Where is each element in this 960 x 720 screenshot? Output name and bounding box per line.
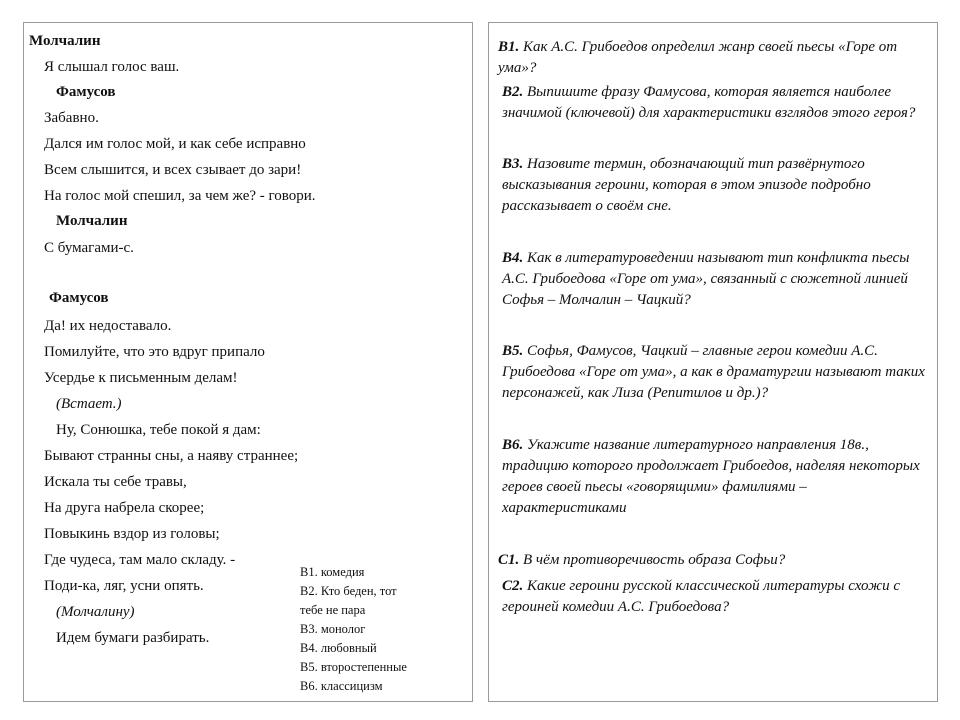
question-item	[502, 154, 928, 217]
question-number: В4.	[502, 250, 524, 266]
question-item	[502, 576, 928, 618]
dialogue-line: Ну, Сонюшка, тебе покой я дам:	[56, 422, 261, 438]
speaker-name: Фамусов	[49, 290, 109, 306]
dialogue-line: Повыкинь вздор из головы;	[44, 526, 220, 542]
answer-item: В6. классицизм	[300, 679, 383, 693]
answer-item: тебе не пара	[300, 603, 366, 617]
stage-direction: (Молчалину)	[56, 604, 135, 620]
dialogue-line: На друга набрела скорее;	[44, 500, 205, 516]
question-number: С2.	[502, 578, 524, 594]
question-text: Укажите название литературного направления 18в., традицию которого продолжает Грибоедов, наделяя некоторых героев своей пьесы «говорящими» фамилиями – характеристиками	[502, 437, 920, 516]
answer-item: В5. второстепенные	[300, 660, 407, 674]
question-number: В6.	[502, 437, 524, 453]
question-item	[498, 37, 928, 79]
dialogue-line: Идем бумаги разбирать.	[56, 630, 210, 646]
dialogue-line: Да! их недоставало.	[44, 318, 172, 334]
dialogue-panel	[23, 22, 473, 702]
answer-item: В4. любовный	[300, 641, 377, 655]
dialogue-line: Дался им голос мой, и как себе исправно	[44, 136, 306, 152]
dialogue-line: Всем слышится, и всех сзывает до зари!	[44, 162, 302, 178]
questions-panel	[488, 22, 938, 702]
dialogue-line: Забавно.	[44, 110, 99, 126]
question-text: Какие героини русской классической литературы схожи с героиней комедии А.С. Грибоедова?	[502, 578, 900, 615]
question-item	[502, 82, 928, 124]
speaker-name: Молчалин	[29, 33, 101, 49]
question-item	[502, 248, 928, 311]
question-number: В3.	[502, 156, 524, 172]
dialogue-line: Я слышал голос ваш.	[44, 59, 180, 75]
speaker-name: Молчалин	[56, 213, 128, 229]
question-number: В5.	[502, 343, 524, 359]
question-item	[502, 341, 928, 404]
question-text: Как в литературоведении называют тип конфликта пьесы А.С. Грибоедова «Горе от ума», связанный с сюжетной линией Софья – Молчалин – Чацкий?	[502, 250, 910, 308]
question-number: В1.	[498, 39, 520, 55]
dialogue-line: Помилуйте, что это вдруг припало	[44, 344, 265, 360]
dialogue-line: Бывают странны сны, а наяву страннее;	[44, 448, 299, 464]
question-text: Выпишите фразу Фамусова, которая является наиболее значимой (ключевой) для характеристики взглядов этого героя?	[502, 84, 916, 121]
question-item	[498, 550, 928, 571]
question-text: Как А.С. Грибоедов определил жанр своей пьесы «Горе от ума»?	[498, 39, 898, 76]
question-text: Софья, Фамусов, Чацкий – главные герои комедии А.С. Грибоедова «Горе от ума», а как в драматургии называют таких персонажей, как Лиза (Репитилов и др.)?	[502, 343, 925, 401]
question-number: В2.	[502, 84, 524, 100]
dialogue-line: С бумагами-с.	[44, 240, 134, 256]
question-text: В чём противоречивость образа Софьи?	[523, 552, 786, 568]
question-number: С1.	[498, 552, 520, 568]
answer-item: В3. монолог	[300, 622, 366, 636]
dialogue-line: Усердье к письменным делам!	[44, 370, 238, 386]
dialogue-line: На голос мой спешил, за чем же? - говори.	[44, 188, 316, 204]
question-text: Назовите термин, обозначающий тип развёрнутого высказывания героини, которая в этом эпизоде подробно рассказывает о своём сне.	[502, 156, 871, 214]
stage-direction: (Встает.)	[56, 396, 122, 412]
answer-key	[300, 563, 407, 696]
dialogue-line: Поди-ка, ляг, усни опять.	[44, 578, 204, 594]
answer-item: В1. комедия	[300, 565, 365, 579]
question-item	[502, 435, 928, 519]
answer-item: В2. Кто беден, тот	[300, 584, 397, 598]
dialogue-line: Искала ты себе травы,	[44, 474, 187, 490]
dialogue-line: Где чудеса, там мало складу. -	[44, 552, 236, 568]
speaker-name: Фамусов	[56, 84, 116, 100]
